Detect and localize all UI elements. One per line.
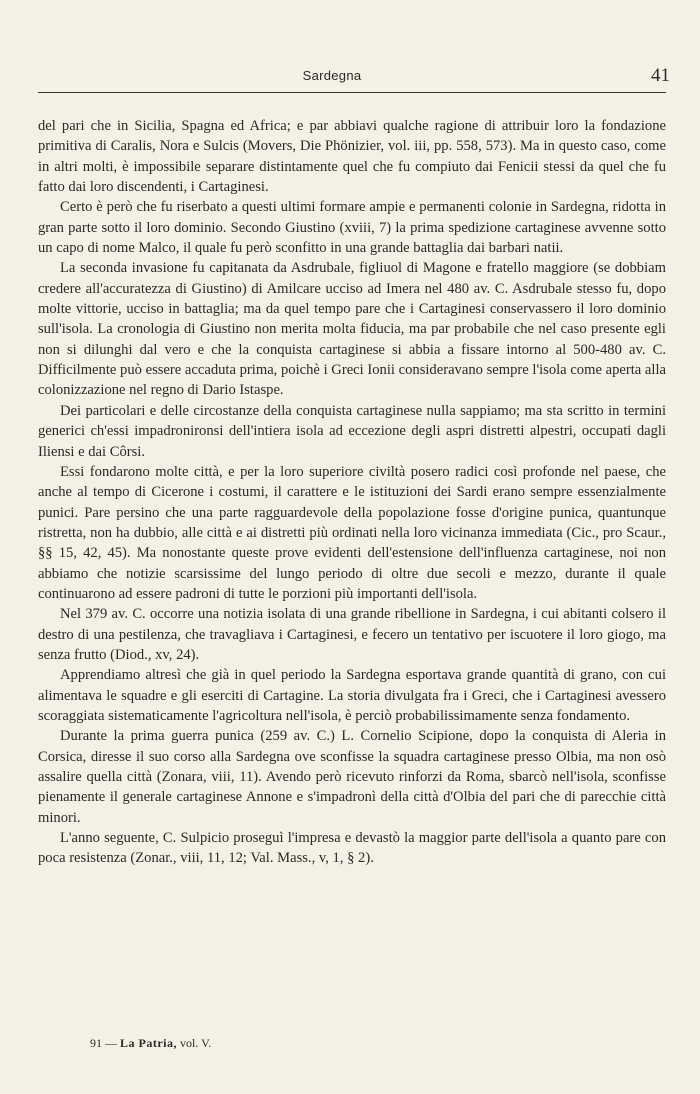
running-head <box>38 65 670 90</box>
paragraph: Dei particolari e delle circostanze della conquista cartaginese nulla sappiamo; ma sta scritto in termini generici ch'essi impadronironsi dell'intiera isola ad eccezione degli aspri distretti alpestri, occupati dagli Iliensi e dai Côrsi. <box>38 402 666 460</box>
paragraph: La seconda invasione fu capitanata da Asdrubale, figliuol di Magone e fratello maggiore (se dobbiam credere all'accuratezza di Giustino) di Amilcare ucciso ad Imera nel 480 av. C. Asdrubale stesso fu, dopo molte vittorie, ucciso in battaglia; ma da quel tempo pare che i Cartaginesi conservassero il loro dominio sull'isola. La cronologia di Giustino non merita molta fiducia, ma par probabile che nel caso presente egli non si dilunghi dal vero e che la conquista cartaginese si abbia a fissare intorno al 500-480 av. C. Difficilmente può essere accaduta prima, poichè i Greci Ionii consideravano sempre l'isola come aperta alla colonizzazione nel regno di Dario Istaspe. <box>38 260 666 399</box>
paragraph: L'anno seguente, C. Sulpicio proseguì l'impresa e devastò la maggior parte dell'isola a quanto pare con poca resistenza (Zonar., viii, 11, 12; Val. Mass., v, 1, § 2). <box>38 830 666 867</box>
paragraph: Essi fondarono molte città, e per la loro superiore civiltà posero radici così profonde nel paese, che anche al tempo di Cicerone i costumi, il carattere e le istituzioni dei Sardi erano sempre essenzialmente punici. Pare persino che una parte ragguardevole della popolazione fosse d'origine punica, quantunque ristretta, non ha dubbio, alle città e ai distretti più ordinati nella loro vicinanza immediata (Cic., pro Scaur., §§ 15, 42, 45). Ma nonostante queste prove evidenti dell'estensione dell'influenza cartaginese, noi non abbiamo che notizie scarsissime del lungo periodo di oltre due secoli e mezzo, durante il quale continuarono ad essere padroni di tutte le porzioni più importanti dell'isola. <box>38 463 666 602</box>
header-rule <box>38 92 666 93</box>
signature-number: 91 <box>90 1036 102 1050</box>
paragraph: Nel 379 av. C. occorre una notizia isolata di una grande ribellione in Sardegna, i cui abitanti colsero il destro di una pestilenza, che travagliava i Cartaginesi, e fecero un tentativo per iscuotere il loro giogo, ma senza frutto (Diod., xv, 24). <box>38 606 666 663</box>
paragraph: Durante la prima guerra punica (259 av. C.) L. Cornelio Scipione, dopo la conquista di Aleria in Corsica, diresse il suo corso alla Sardegna ove sconfisse la squadra cartaginese presso Olbia, ma non osò assalire quella città (Zonara, viii, 11). Avendo però ricevuto rinforzi da Roma, sbarcò nell'isola, sconfisse pienamente il generale cartaginese Annone e s'impadronì della città d'Olbia del pari che di parecchie città minori. <box>38 728 666 826</box>
page-header-title: Sardegna <box>302 68 362 83</box>
page-number: 41 <box>651 65 670 86</box>
signature-dash: — <box>105 1036 117 1050</box>
signature-line <box>90 1036 211 1051</box>
body-text <box>38 116 666 869</box>
paragraph: Apprendiamo altresì che già in quel periodo la Sardegna esportava grande quantità di grano, con cui alimentava le squadre e gli eserciti di Cartagine. La storia divulgata fra i Greci, che i Cartaginesi avessero scoraggiata sistematicamente l'agricoltura nell'isola, è perciò probabilissimamente senza fondamento. <box>38 667 666 724</box>
paragraph: del pari che in Sicilia, Spagna ed Africa; e par abbiavi qualche ragione di attribuir loro la fondazione primitiva di Caralis, Nora e Sulcis (Movers, Die Phönizier, vol. iii, pp. 558, 573). Ma in questo caso, come in altri molti, è impossibile separare distintamente quel che fu compiuto dai Fenicii stessi da quel che fu fatto dai loro discendenti, i Cartaginesi. <box>38 118 666 196</box>
publication-title: La Patria, <box>120 1036 177 1050</box>
paragraph: Certo è però che fu riserbato a questi ultimi formare ampie e permanenti colonie in Sardegna, ridotta in gran parte sotto il loro dominio. Secondo Giustino (xviii, 7) la prima spedizione cartaginese avvenne sotto un capo di nome Malco, il quale fu però sconfitto in una grande battaglia dai barbari natii. <box>38 199 666 257</box>
volume-label: vol. V. <box>180 1036 212 1050</box>
